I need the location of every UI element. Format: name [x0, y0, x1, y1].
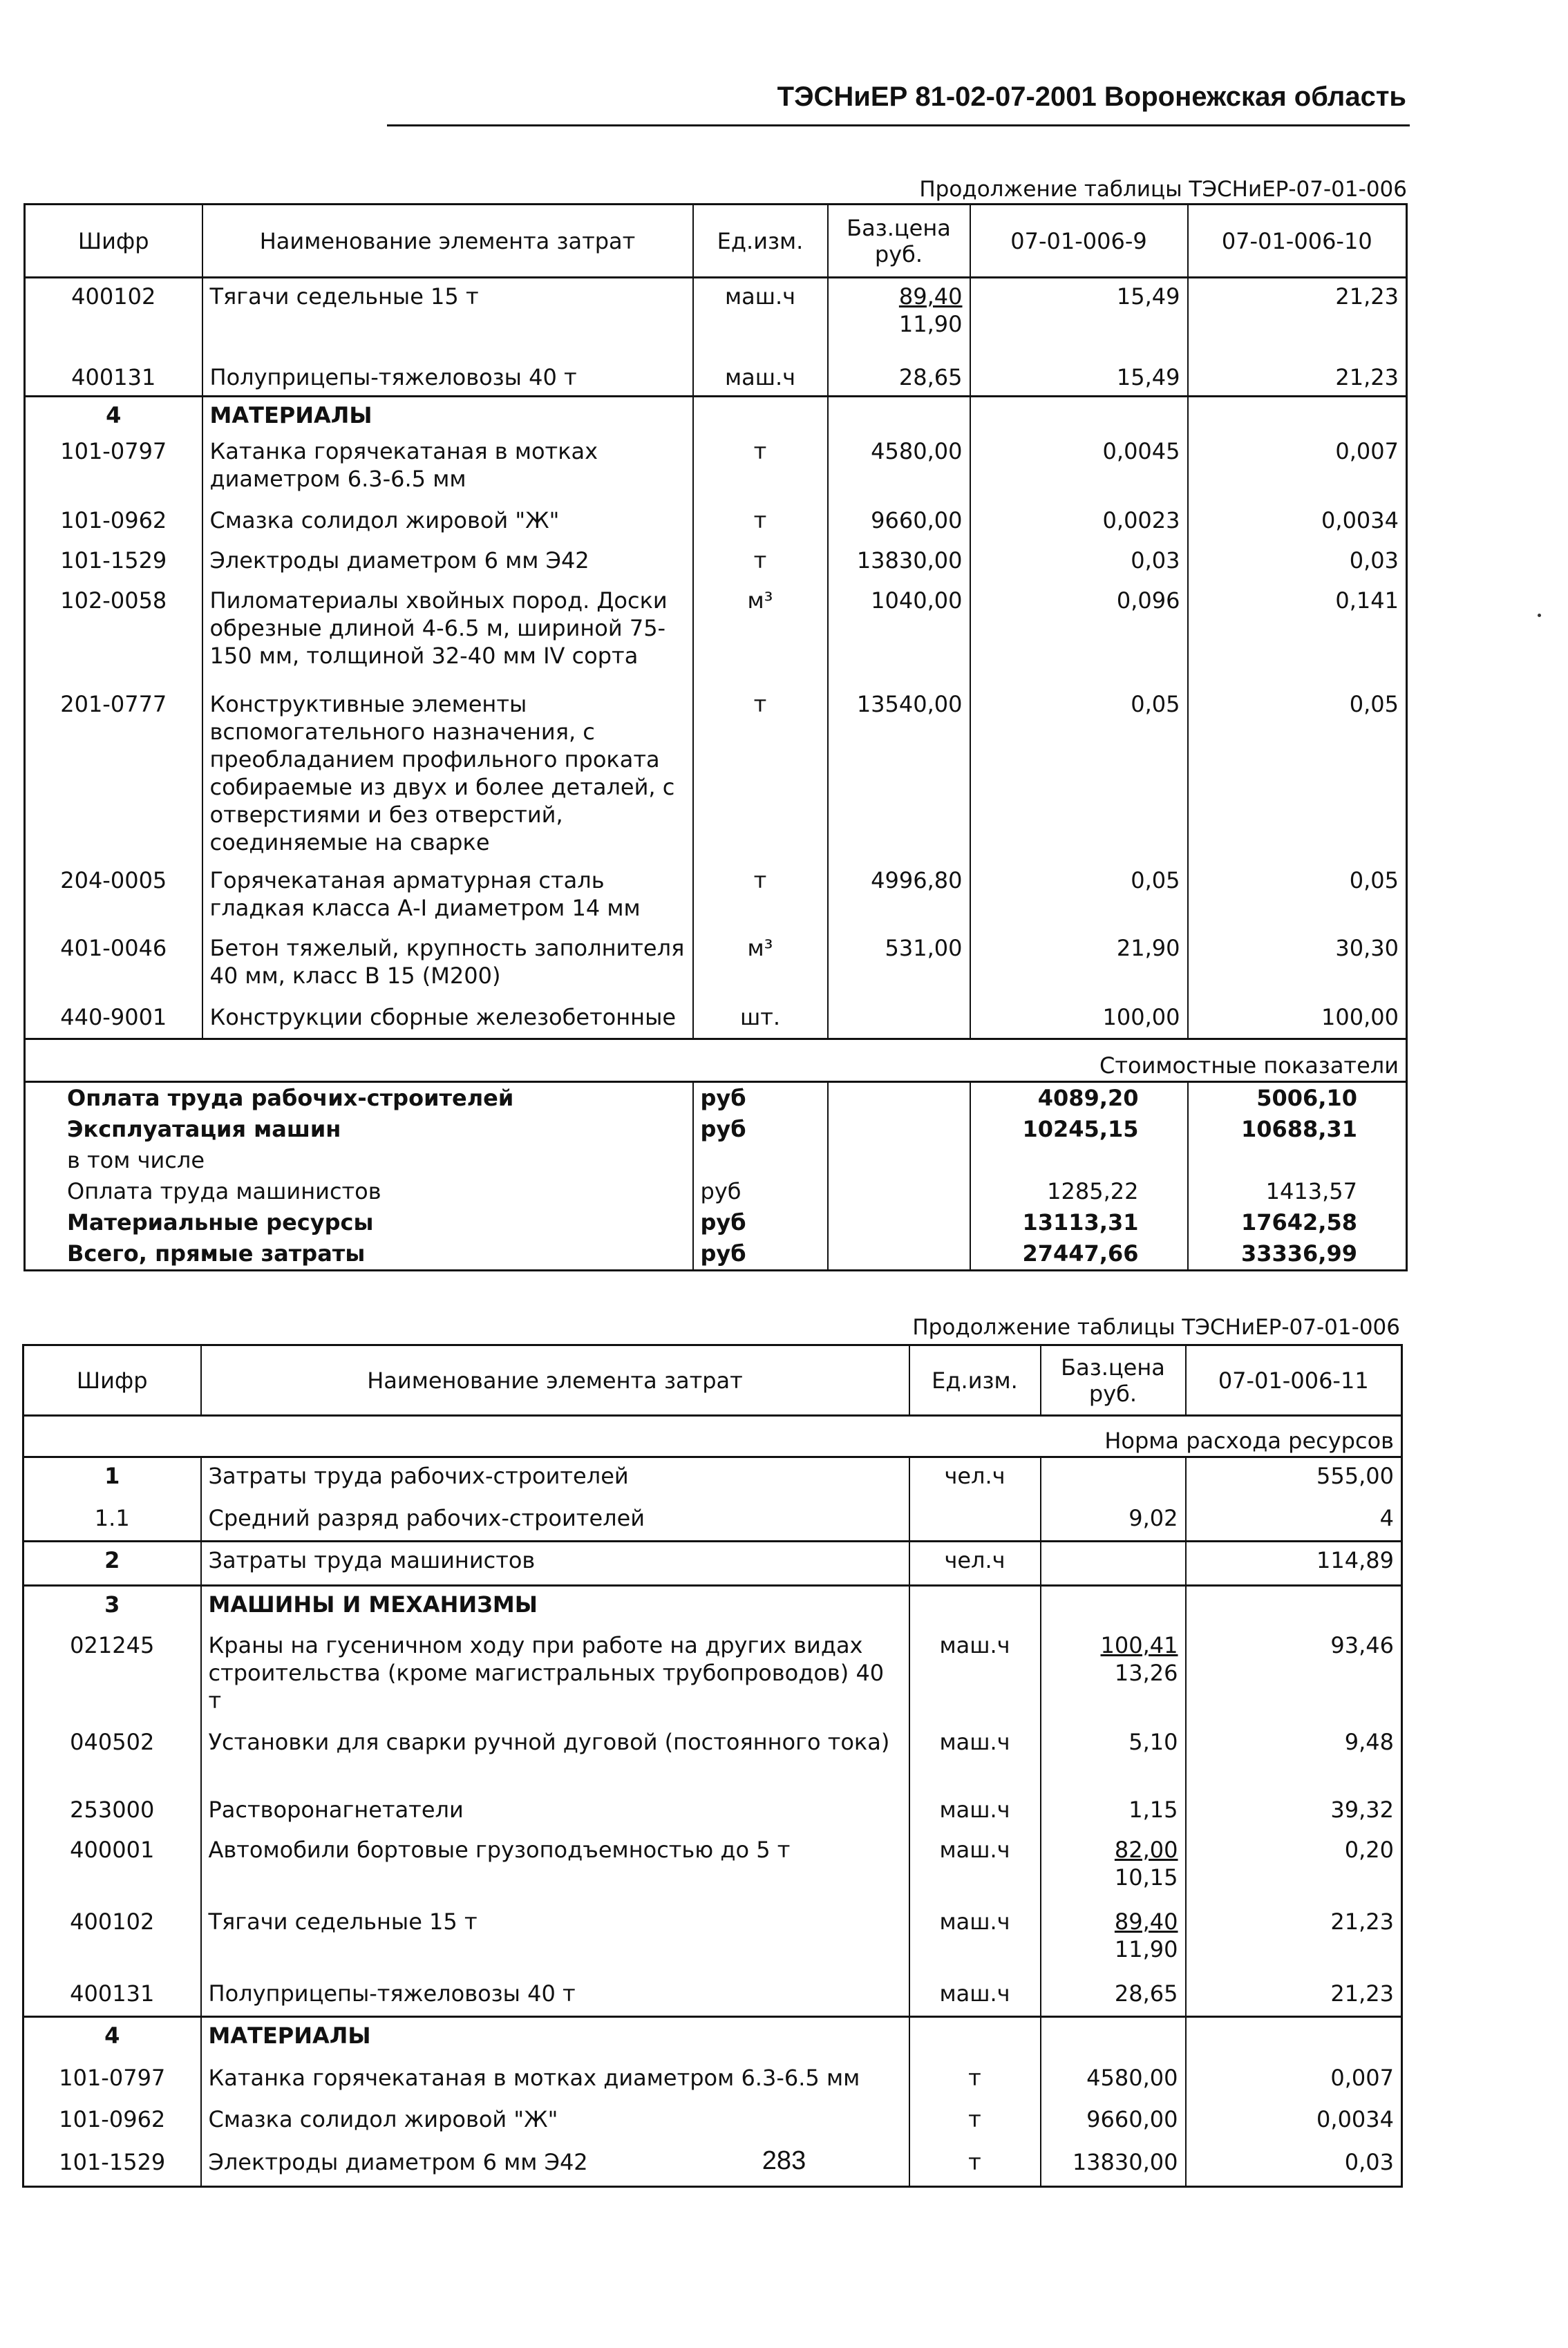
col-norm-9-header: 07-01-006-9	[970, 205, 1188, 278]
row-code: 253000	[70, 1796, 155, 1823]
section-title: МАТЕРИАЛЫ	[202, 396, 693, 433]
row-unit: т	[909, 2101, 1041, 2144]
row-code: 400001	[70, 1836, 155, 1863]
empty-cell	[1041, 2017, 1186, 2060]
cost-label: Материальные ресурсы	[67, 1209, 374, 1235]
document-header: ТЭСНиЕР 81-02-07-2001 Воронежская область	[777, 82, 1406, 112]
empty-cell	[828, 1207, 970, 1238]
row-code: 101-1529	[59, 2148, 166, 2175]
section-title: МАШИНЫ И МЕХАНИЗМЫ	[201, 1586, 909, 1627]
row-code: 101-0962	[60, 506, 167, 533]
table-row	[25, 999, 1407, 1039]
cost-norm-9: 13113,31	[970, 1207, 1188, 1238]
norm-10-value: 0,141	[1188, 583, 1407, 686]
price-machinist-value: 10,15	[1114, 1864, 1178, 1891]
norm-9-value: 0,05	[970, 686, 1188, 862]
cost-label: в том числе	[67, 1147, 205, 1173]
row-code: 101-1529	[60, 547, 167, 574]
section-title: МАТЕРИАЛЫ	[201, 2017, 909, 2060]
price-value: 100,41	[1100, 1631, 1178, 1658]
cost-norm-10	[1188, 1145, 1407, 1176]
norm-11-value: 555,00	[1186, 1457, 1402, 1500]
row-name: Пиломатериалы хвойных пород. Доски обрезные длиной 4-6.5 м, шириной 75-150 мм, толщиной 32-40 мм IV сорта	[202, 583, 693, 686]
table-row	[23, 1627, 1402, 1724]
row-code: 4	[106, 401, 122, 428]
norm-header: Норма расхода ресурсов	[1104, 1428, 1394, 1454]
cost-header: Стоимостные показатели	[1099, 1052, 1399, 1079]
price-cell	[1041, 1904, 1186, 1976]
norm-9-value: 0,0045	[970, 433, 1188, 502]
cost-norm-9	[970, 1145, 1188, 1176]
price-machinist-value: 11,90	[1114, 1935, 1178, 1962]
row-unit: маш.ч	[693, 278, 828, 359]
col-code-header: Шифр	[77, 227, 149, 254]
row-name: Затраты труда машинистов	[201, 1542, 909, 1586]
row-name: Тягачи седельные 15 т	[201, 1904, 909, 1976]
norm-10-value: 0,05	[1188, 686, 1407, 862]
table-row	[23, 1724, 1402, 1792]
empty-cell	[1041, 1586, 1186, 1627]
table2-continuation: Продолжение таблицы ТЭСНиЕР-07-01-006	[912, 1315, 1400, 1340]
price-value: 82,00	[1114, 1836, 1178, 1863]
row-unit: маш.ч	[909, 1976, 1041, 2017]
price-cell	[828, 278, 970, 359]
row-code: 400131	[70, 1980, 155, 2007]
price-cell: 4996,80	[828, 862, 970, 930]
section-row	[25, 396, 1407, 433]
price-cell	[1041, 1457, 1186, 1500]
page-number: 283	[762, 2146, 806, 2175]
scan-speck	[1538, 614, 1541, 617]
row-unit: маш.ч	[909, 1832, 1041, 1904]
norm-11-value: 21,23	[1186, 1904, 1402, 1976]
norm-9-value: 0,05	[970, 862, 1188, 930]
cost-norm-9: 1285,22	[970, 1176, 1188, 1207]
row-unit: маш.ч	[909, 1792, 1041, 1832]
row-unit: т	[693, 433, 828, 502]
row-unit: т	[693, 686, 828, 862]
price-cell	[1041, 1832, 1186, 1904]
empty-cell	[828, 1114, 970, 1145]
row-unit: т	[909, 2060, 1041, 2101]
row-name: Установки для сварки ручной дуговой (постоянного тока)	[201, 1724, 909, 1792]
row-name: Растворонагнетатели	[201, 1792, 909, 1832]
table-row	[25, 359, 1407, 397]
row-unit: маш.ч	[909, 1904, 1041, 1976]
empty-cell	[828, 1176, 970, 1207]
table-row	[25, 686, 1407, 862]
norm-11-value: 93,46	[1186, 1627, 1402, 1724]
price-machinist-value: 13,26	[1114, 1659, 1178, 1686]
row-code: 2	[104, 1547, 120, 1573]
norm-10-value: 30,30	[1188, 930, 1407, 999]
norm-11-value: 114,89	[1186, 1542, 1402, 1586]
col-unit-header: Ед.изм.	[909, 1345, 1041, 1416]
empty-cell	[693, 396, 828, 433]
cost-unit: руб	[693, 1114, 828, 1145]
price-cell: 28,65	[828, 359, 970, 397]
price-cell: 4580,00	[1041, 2060, 1186, 2101]
row-name: Горячекатаная арматурная сталь гладкая класса А-I диаметром 14 мм	[202, 862, 693, 930]
cost-norm-9: 4089,20	[970, 1082, 1188, 1115]
empty-cell	[828, 396, 970, 433]
row-code: 1.1	[94, 1504, 130, 1531]
table-row	[25, 583, 1407, 686]
norm-11-value: 9,48	[1186, 1724, 1402, 1792]
col-norm-10-header: 07-01-006-10	[1188, 205, 1407, 278]
row-name: Тягачи седельные 15 т	[202, 278, 693, 359]
price-cell	[828, 999, 970, 1039]
empty-cell	[1188, 396, 1407, 433]
row-name: Смазка солидол жировой "Ж"	[202, 502, 693, 542]
col-name-header: Наименование элемента затрат	[202, 205, 693, 278]
row-unit: м³	[693, 583, 828, 686]
table1	[23, 203, 1408, 1271]
cost-label: Оплата труда машинистов	[67, 1178, 381, 1204]
row-unit: т	[693, 862, 828, 930]
norm-9-value: 0,03	[970, 542, 1188, 583]
norm-11-value: 0,03	[1186, 2144, 1402, 2187]
price-cell: 4580,00	[828, 433, 970, 502]
row-code: 101-0797	[59, 2064, 166, 2091]
norm-9-value: 0,096	[970, 583, 1188, 686]
row-unit: шт.	[693, 999, 828, 1039]
table-row	[25, 278, 1407, 359]
cost-norm-10: 33336,99	[1188, 1238, 1407, 1271]
row-name: Электроды диаметром 6 мм Э42	[202, 542, 693, 583]
norm-9-value: 21,90	[970, 930, 1188, 999]
row-unit: чел.ч	[909, 1457, 1041, 1500]
row-name: Бетон тяжелый, крупность заполнителя 40 мм, класс В 15 (М200)	[202, 930, 693, 999]
row-unit: маш.ч	[909, 1627, 1041, 1724]
table-row	[23, 1457, 1402, 1500]
price-cell: 9,02	[1041, 1500, 1186, 1542]
row-name: Полуприцепы-тяжеловозы 40 т	[202, 359, 693, 397]
table-row	[23, 2101, 1402, 2144]
table-row	[25, 433, 1407, 502]
row-code: 201-0777	[60, 690, 167, 717]
row-code: 204-0005	[60, 867, 167, 893]
cost-label: Всего, прямые затраты	[67, 1240, 366, 1267]
row-name: Катанка горячекатаная в мотках диаметром 6.3-6.5 мм	[202, 433, 693, 502]
cost-norm-9: 10245,15	[970, 1114, 1188, 1145]
row-name: Смазка солидол жировой "Ж"	[201, 2101, 909, 2144]
cost-label: Эксплуатация машин	[67, 1116, 341, 1142]
price-cell: 5,10	[1041, 1724, 1186, 1792]
col-unit-header: Ед.изм.	[693, 205, 828, 278]
table-row	[25, 542, 1407, 583]
table-row	[23, 1792, 1402, 1832]
empty-cell	[909, 1586, 1041, 1627]
price-cell	[1041, 1542, 1186, 1586]
cost-norm-10: 17642,58	[1188, 1207, 1407, 1238]
norm-11-value: 4	[1186, 1500, 1402, 1542]
cost-row	[25, 1114, 1407, 1145]
row-code: 102-0058	[60, 587, 167, 614]
norm-11-value: 0,0034	[1186, 2101, 1402, 2144]
cost-unit: руб	[693, 1176, 828, 1207]
price-cell: 28,65	[1041, 1976, 1186, 2017]
row-unit: т	[693, 542, 828, 583]
price-value: 89,40	[1114, 1908, 1178, 1935]
row-code: 440-9001	[60, 1003, 167, 1030]
row-unit: м³	[693, 930, 828, 999]
row-code: 101-0962	[59, 2105, 166, 2132]
row-name: Полуприцепы-тяжеловозы 40 т	[201, 1976, 909, 2017]
row-name: Краны на гусеничном ходу при работе на других видах строительства (кроме магистральных трубопроводов) 40 т	[201, 1627, 909, 1724]
row-unit: чел.ч	[909, 1542, 1041, 1586]
norm-11-value: 21,23	[1186, 1976, 1402, 2017]
norm-11-value: 0,20	[1186, 1832, 1402, 1904]
norm-10-value: 100,00	[1188, 999, 1407, 1039]
empty-cell	[909, 2017, 1041, 2060]
cost-row	[25, 1082, 1407, 1115]
table-row	[25, 930, 1407, 999]
row-code: 4	[104, 2023, 120, 2049]
norm-10-value: 21,23	[1188, 359, 1407, 397]
row-code: 400102	[71, 283, 156, 310]
cost-label: Оплата труда рабочих-строителей	[67, 1085, 514, 1111]
cost-norm-10: 10688,31	[1188, 1114, 1407, 1145]
cost-unit	[693, 1145, 828, 1176]
row-code: 021245	[70, 1631, 155, 1658]
norm-11-value: 0,007	[1186, 2060, 1402, 2101]
row-name: Конструктивные элементы вспомогательного назначения, с преобладанием профильного проката собираемые из двух и более деталей, с отверстиями и без отверстий, соединяемые на сварке	[202, 686, 693, 862]
col-norm-11-header: 07-01-006-11	[1186, 1345, 1402, 1416]
section-row	[23, 1586, 1402, 1627]
row-name: Электроды диаметром 6 мм Э42	[201, 2144, 909, 2187]
price-cell: 1040,00	[828, 583, 970, 686]
row-unit: маш.ч	[693, 359, 828, 397]
price-cell: 1,15	[1041, 1792, 1186, 1832]
cost-row	[25, 1207, 1407, 1238]
row-unit: т	[909, 2144, 1041, 2187]
norm-10-value: 0,007	[1188, 433, 1407, 502]
table-row	[23, 1500, 1402, 1542]
row-name: Средний разряд рабочих-строителей	[201, 1500, 909, 1542]
cost-row	[25, 1176, 1407, 1207]
row-code: 101-0797	[60, 437, 167, 464]
norm-10-value: 0,05	[1188, 862, 1407, 930]
row-code: 400131	[71, 363, 156, 390]
col-price-header: Баз.цена руб.	[828, 205, 970, 278]
cost-row	[25, 1145, 1407, 1176]
norm-9-value: 15,49	[970, 359, 1188, 397]
row-unit	[909, 1500, 1041, 1542]
norm-10-value: 0,0034	[1188, 502, 1407, 542]
empty-cell	[1186, 2017, 1402, 2060]
row-name: Автомобили бортовые грузоподъемностью до 5 т	[201, 1832, 909, 1904]
table1-continuation: Продолжение таблицы ТЭСНиЕР-07-01-006	[919, 177, 1407, 202]
norm-10-value: 0,03	[1188, 542, 1407, 583]
table-row	[25, 502, 1407, 542]
cost-norm-10: 1413,57	[1188, 1176, 1407, 1207]
table-row	[23, 1542, 1402, 1586]
table-row	[23, 2060, 1402, 2101]
col-price-header: Баз.цена руб.	[1041, 1345, 1186, 1416]
cost-norm-10: 5006,10	[1188, 1082, 1407, 1115]
row-code: 040502	[70, 1728, 155, 1755]
price-cell	[1041, 1627, 1186, 1724]
table-row	[25, 862, 1407, 930]
price-machinist-value: 11,90	[898, 311, 963, 337]
cost-unit: руб	[693, 1082, 828, 1115]
row-unit: т	[693, 502, 828, 542]
empty-cell	[828, 1238, 970, 1271]
header-rule	[387, 124, 1410, 126]
cost-unit: руб	[693, 1238, 828, 1271]
table-row	[23, 1904, 1402, 1976]
norm-9-value: 15,49	[970, 278, 1188, 359]
price-cell: 13540,00	[828, 686, 970, 862]
col-code-header: Шифр	[76, 1367, 148, 1394]
row-unit: маш.ч	[909, 1724, 1041, 1792]
norm-header-row	[23, 1416, 1402, 1457]
cost-norm-9: 27447,66	[970, 1238, 1188, 1271]
price-cell: 531,00	[828, 930, 970, 999]
col-name-header: Наименование элемента затрат	[201, 1345, 909, 1416]
empty-cell	[1186, 1586, 1402, 1627]
row-name: Затраты труда рабочих-строителей	[201, 1457, 909, 1500]
price-value: 89,40	[898, 283, 963, 310]
row-name: Катанка горячекатаная в мотках диаметром 6.3-6.5 мм	[201, 2060, 909, 2101]
cost-unit: руб	[693, 1207, 828, 1238]
cost-header-row	[25, 1039, 1407, 1082]
cost-row	[25, 1238, 1407, 1271]
norm-10-value: 21,23	[1188, 278, 1407, 359]
price-cell: 13830,00	[1041, 2144, 1186, 2187]
norm-9-value: 0,0023	[970, 502, 1188, 542]
empty-cell	[828, 1145, 970, 1176]
empty-cell	[970, 396, 1188, 433]
price-cell: 13830,00	[828, 542, 970, 583]
row-code: 1	[104, 1463, 120, 1489]
norm-9-value: 100,00	[970, 999, 1188, 1039]
row-code: 401-0046	[60, 934, 167, 961]
table-row	[23, 1832, 1402, 1904]
row-code: 400102	[70, 1908, 155, 1935]
price-cell: 9660,00	[1041, 2101, 1186, 2144]
section-row	[23, 2017, 1402, 2060]
price-cell: 9660,00	[828, 502, 970, 542]
table-row	[23, 1976, 1402, 2017]
empty-cell	[828, 1082, 970, 1115]
table2	[22, 1344, 1403, 2188]
row-name: Конструкции сборные железобетонные	[202, 999, 693, 1039]
row-code: 3	[104, 1591, 120, 1618]
norm-11-value: 39,32	[1186, 1792, 1402, 1832]
